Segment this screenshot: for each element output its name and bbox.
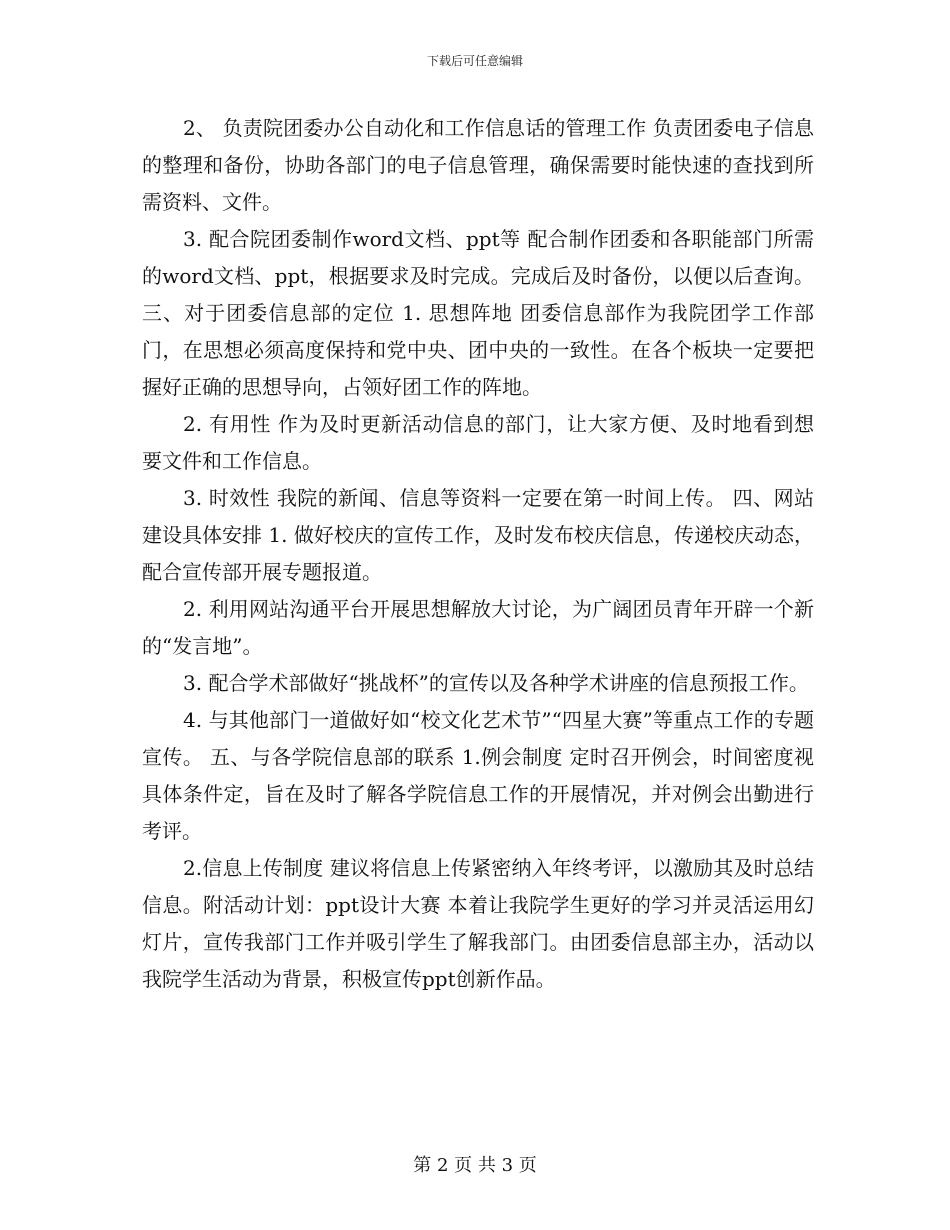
- page-header: 下载后可任意编辑: [426, 54, 523, 68]
- page-number-footer: 第 2 页 共 3 页: [413, 1155, 537, 1176]
- paragraph: 2. 有用性 作为及时更新活动信息的部门，让大家方便、及时地看到想要文件和工作信息。: [142, 412, 814, 473]
- paragraph: 3. 配合院团委制作word文档、ppt等 配合制作团委和各职能部门所需的word文档、ppt，根据要求及时完成。完成后及时备份，以便以后查询。 三、对于团委信息部的定位 1. 思想阵地 团委信息部作为我院团学工作部门，在思想必须高度保持和党中央、团中央的一致性。在各个板块一定要把握好正确的思想导向，占领好团工作的阵地。: [142, 227, 821, 399]
- paragraph: 4. 与其他部门一道做好如“校文化艺术节”“四星大赛”等重点工作的专题宣传。 五、与各学院信息部的联系 1.例会制度 定时召开例会，时间密度视具体条件定，旨在及时了解各学院信息工作的开展情况，并对例会出勤进行考评。: [142, 708, 814, 843]
- paragraph: 3. 配合学术部做好“挑战杯”的宣传以及各种学术讲座的信息预报工作。: [183, 671, 809, 695]
- document-body: [142, 110, 821, 998]
- paragraph: 3. 时效性 我院的新闻、信息等资料一定要在第一时间上传。 四、网站建设具体安排 1. 做好校庆的宣传工作，及时发布校庆信息，传递校庆动态，配合宣传部开展专题报道。: [142, 486, 814, 584]
- paragraph: 2.信息上传制度 建议将信息上传紧密纳入年终考评，以激励其及时总结信息。附活动计划：ppt设计大赛 本着让我院学生更好的学习并灵活运用幻灯片，宣传我部门工作并吸引学生了解我部门。由团委信息部主办，活动以我院学生活动为背景，积极宣传ppt创新作品。: [142, 856, 814, 991]
- paragraph: 2、 负责院团委办公自动化和工作信息话的管理工作 负责团委电子信息的整理和备份，协助各部门的电子信息管理，确保需要时能快速的查找到所需资料、文件。: [142, 116, 814, 214]
- paragraph: 2. 利用网站沟通平台开展思想解放大讨论，为广阔团员青年开辟一个新的“发言地”。: [142, 597, 814, 658]
